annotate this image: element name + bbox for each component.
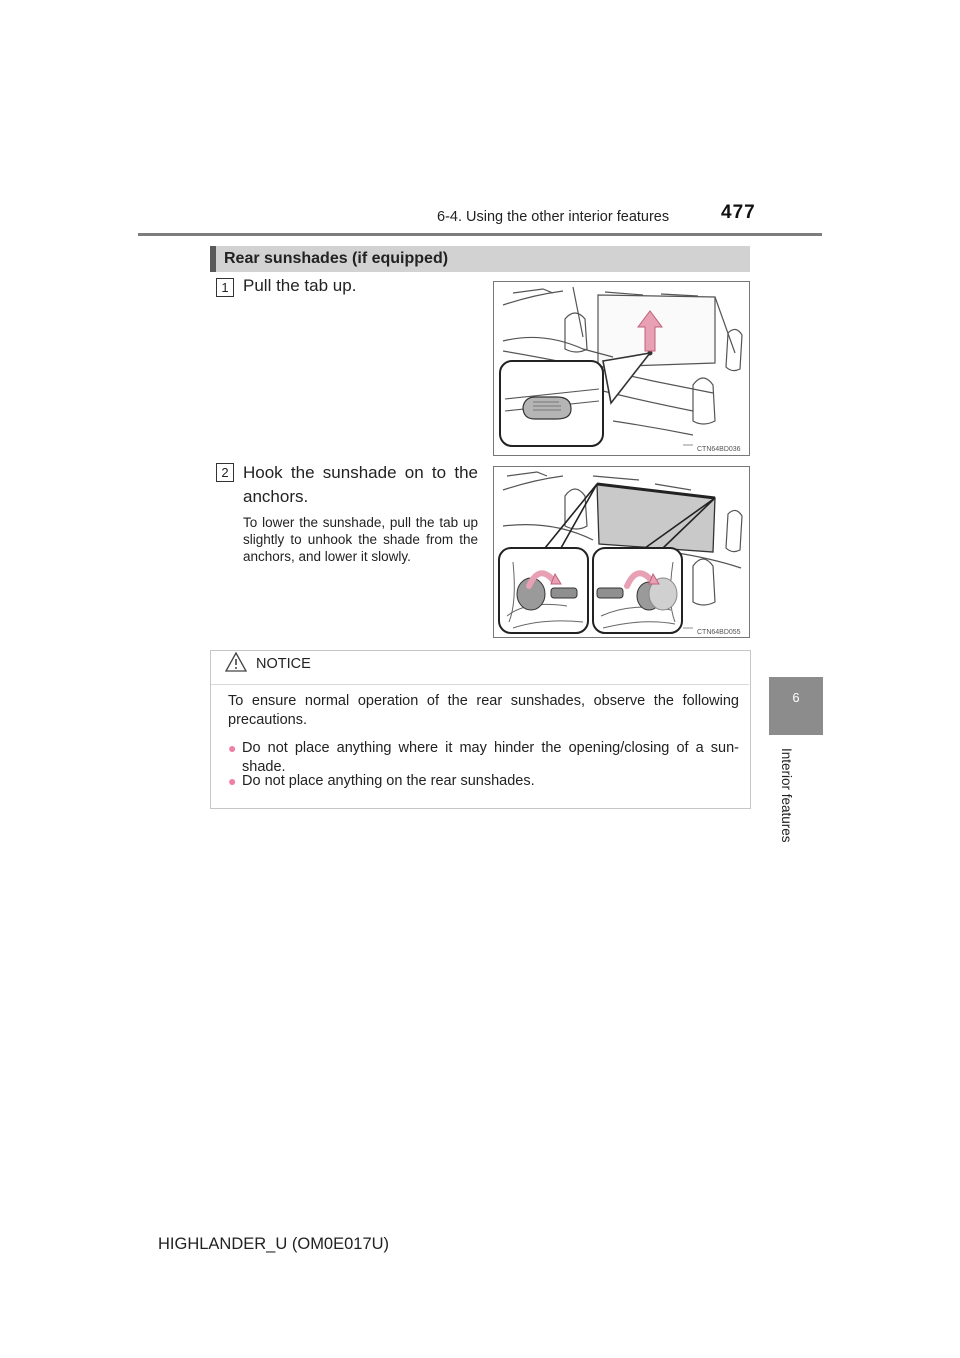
figure-1-code: CTN64BD036 [697, 446, 741, 453]
figure-hook-anchors [493, 466, 750, 638]
notice-bullet-2 [228, 772, 739, 791]
notice-intro: To ensure normal operation of the rear sunshades, observe the following precautions. [228, 693, 739, 728]
figure-2-code: CTN64BD055 [697, 629, 741, 636]
notice-divider [211, 684, 749, 685]
step-2-text: Hook the sunshade on to the anchors. [243, 463, 478, 506]
notice-bullet-1-text: Do not place anything where it may hinder the opening/closing of a sun-shade. [242, 740, 739, 775]
step-number-2: 2 [216, 463, 234, 482]
notice-bullet-2-text: Do not place anything on the rear sunshades. [242, 773, 535, 789]
chapter-tab [769, 677, 823, 735]
step-2-note: To lower the sunshade, pull the tab up slightly to unhook the shade from the anchors, and lower it slowly. [243, 515, 478, 564]
header-rule [138, 233, 822, 236]
step-1-text: Pull the tab up. [243, 276, 357, 295]
notice-title: NOTICE [256, 656, 311, 672]
chapter-number: 6 [792, 690, 800, 705]
footer-model: HIGHLANDER_U (OM0E017U) [158, 1235, 390, 1253]
running-header-section: 6-4. Using the other interior features [437, 209, 670, 225]
warning-triangle-icon [224, 651, 248, 673]
bullet-dot-icon: ● [228, 740, 237, 756]
section-title: Rear sunshades (if equipped) [224, 250, 449, 267]
figure-pull-tab [493, 281, 750, 456]
step-number-1: 1 [216, 278, 234, 297]
section-heading-accent [210, 246, 216, 272]
page-number: 477 [721, 202, 756, 223]
chapter-label: Interior features [779, 748, 794, 843]
bullet-dot-icon: ● [228, 773, 237, 789]
